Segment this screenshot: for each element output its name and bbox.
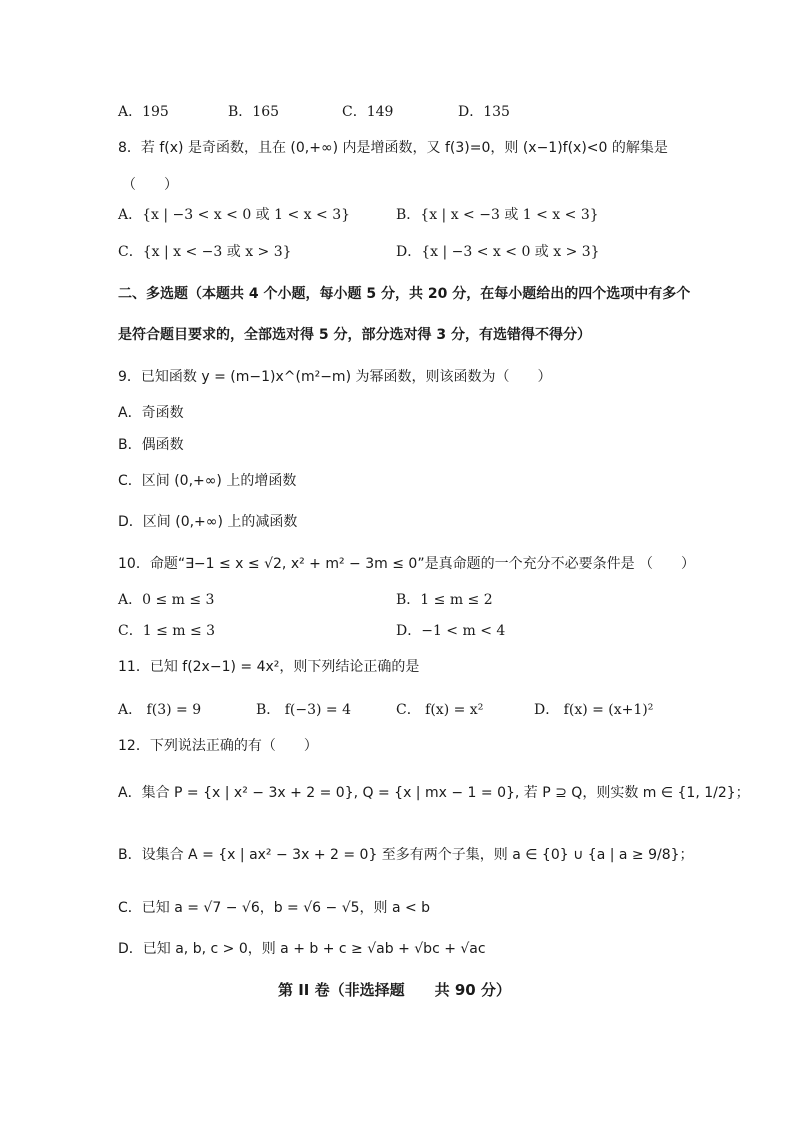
- q7-option-a: A．195: [118, 104, 169, 120]
- q12-option-a: A．集合 P = {x | x² − 3x + 2 = 0}, Q = {x | mx − 1 = 0}, 若 P ⊇ Q，则实数 m ∈ {1, 1/2}；: [118, 785, 750, 801]
- q8-option-c: C．{x | x < −3 或 x > 3}: [118, 244, 292, 260]
- q10-option-a: A．0 ≤ m ≤ 3: [118, 592, 215, 608]
- q11-option-b: B． f(−3) = 4: [256, 702, 352, 718]
- part-2-title: 第 II 卷（非选择题 共 90 分）: [278, 981, 511, 999]
- q7-option-c: C．149: [342, 104, 394, 120]
- q8-option-d: D．{x | −3 < x < 0 或 x > 3}: [396, 244, 600, 260]
- q8-stem: 8．若 f(x) 是奇函数，且在 (0,+∞) 内是增函数，又 f(3)=0，则 (x−1)f(x)<0 的解集是: [118, 140, 668, 156]
- q9-option-c: C．区间 (0,+∞) 上的增函数: [118, 473, 297, 489]
- q11-option-c: C． f(x) = x²: [396, 702, 484, 718]
- q9-option-d: D．区间 (0,+∞) 上的减函数: [118, 514, 298, 530]
- q9-stem: 9．已知函数 y = (m−1)x^(m²−m) 为幂函数，则该函数为（ ）: [118, 369, 552, 385]
- q7-option-d: D．135: [458, 104, 510, 120]
- section-2-heading-line1: 二、多选题（本题共 4 个小题，每小题 5 分，共 20 分，在每小题给出的四个选项中有多个: [118, 286, 691, 302]
- q10-option-b: B．1 ≤ m ≤ 2: [396, 592, 493, 608]
- q11-stem: 11．已知 f(2x−1) = 4x²，则下列结论正确的是: [118, 659, 420, 675]
- q9-option-a: A．奇函数: [118, 405, 184, 421]
- section-2-heading-line2: 是符合题目要求的，全部选对得 5 分，部分选对得 3 分，有选错得不得分）: [118, 327, 591, 343]
- q8-answer-paren: （ ）: [122, 177, 178, 193]
- q11-option-d: D． f(x) = (x+1)²: [534, 702, 654, 718]
- q12-option-b: B．设集合 A = {x | ax² − 3x + 2 = 0} 至多有两个子集，则 a ∈ {0} ∪ {a | a ≥ 9/8}；: [118, 847, 694, 863]
- q7-option-b: B．165: [228, 104, 280, 120]
- q10-stem: 10．命题“∃−1 ≤ x ≤ √2, x² + m² − 3m ≤ 0”是真命题的一个充分不必要条件是 （ ）: [118, 556, 696, 572]
- q12-stem: 12．下列说法正确的有（ ）: [118, 738, 318, 754]
- q8-option-b: B．{x | x < −3 或 1 < x < 3}: [396, 207, 599, 223]
- q12-option-c: C．已知 a = √7 − √6，b = √6 − √5，则 a < b: [118, 900, 431, 916]
- q10-option-d: D．−1 < m < 4: [396, 623, 506, 639]
- q11-option-a: A． f(3) = 9: [118, 702, 202, 718]
- q12-option-d: D．已知 a, b, c > 0，则 a + b + c ≥ √ab + √bc + √ac: [118, 941, 486, 957]
- q9-option-b: B．偶函数: [118, 437, 184, 453]
- q10-option-c: C．1 ≤ m ≤ 3: [118, 623, 216, 639]
- q8-option-a: A．{x | −3 < x < 0 或 1 < x < 3}: [118, 207, 351, 223]
